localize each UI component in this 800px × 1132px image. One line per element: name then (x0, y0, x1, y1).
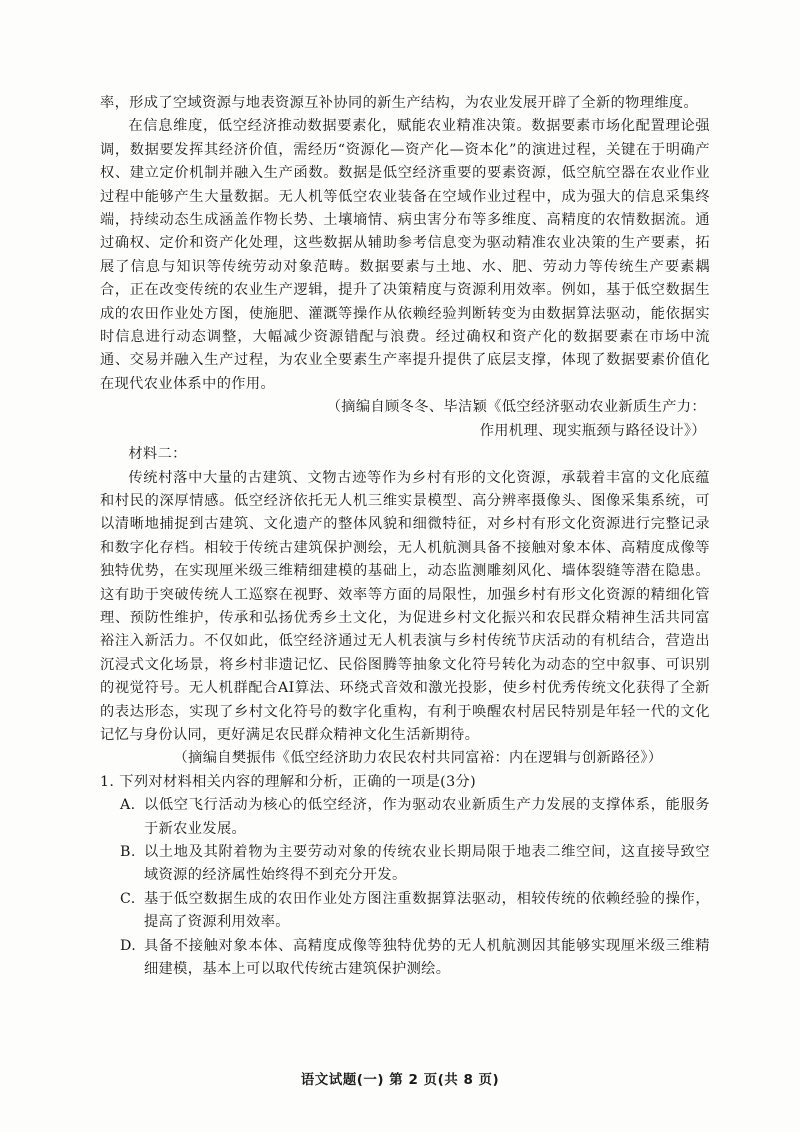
option-d (100, 935, 710, 982)
source-citation-2: （摘编自樊振伟《低空经济助力农民农村共同富裕：内在逻辑与创新路径》） (173, 750, 663, 767)
option-b (100, 841, 710, 888)
paragraph-information-dimension: 在信息维度，低空经济推动数据要素化，赋能农业精准决策。数据要素市场化配置理论强调，数据要发挥其经济价值，需经历“资源化—资产化—资本化”的演进过程，关键在于明确产权、建立定价机制并融入生产函数。数据是低空经济重要的要素资源，低空航空器在农业作业过程中能够产生大量数据。无人机等低空农业装备在空域作业过程中，成为强大的信息采集终端，持续动态生成涵盖作物长势、土壤墒情、病虫害分布等多维度、高精度的农情数据流。通过确权、定价和资产化处理，这些数据从辅助参考信息变为驱动精准农业决策的生产要素，拓展了信息与知识等传统劳动对象范畴。数据要素与土地、水、肥、劳动力等传统生产要素耦合，正在改变传统的农业生产逻辑，提升了决策精度与资源利用效率。例如，基于低空数据生成的农田作业处方图，使施肥、灌溉等操作从依赖经验判断转变为由数据算法驱动，能依据实时信息进行动态调整，大幅减少资源错配与浪费。经过确权和资产化的数据要素在市场中流通、交易并融入生产过程，为农业全要素生产率提升提供了底层支撑，体现了数据要素价值化在现代农业体系中的作用。 (100, 118, 710, 392)
page-content (100, 92, 710, 981)
question-1-stem: 1. 下列对材料相关内容的理解和分析，正确的一项是(3分) (100, 773, 477, 790)
source-citation-1-line-1: （摘编自顾冬冬、毕洁颖《低空经济驱动农业新质生产力： (326, 399, 706, 416)
option-c-text: 基于低空数据生成的农田作业处方图注重数据算法驱动，相较传统的依赖经验的操作，提高了资源利用效率。 (144, 890, 710, 931)
material-2-paragraph: 传统村落中大量的古建筑、文物古迹等作为乡村有形的文化资源，承载着丰富的文化底蕴和村民的深厚情感。低空经济依托无人机三维实景模型、高分辨率摄像头、图像采集系统，可以清晰地捕捉到古建筑、文化遗产的整体风貌和细微特征，对乡村有形文化资源进行完整记录和数字化存档。相较于传统古建筑保护测绘，无人机航测具备不接触对象本体、高精度成像等独特优势，在实现厘米级三维精细建模的基础上，动态监测雕刻风化、墙体裂缝等潜在隐患。这有助于突破传统人工巡察在视野、效率等方面的局限性，加强乡村有形文化资源的精细化管理、预防性维护，传承和弘扬优秀乡土文化，为促进乡村文化振兴和农民群众精神生活共同富裕注入新活力。不仅如此，低空经济通过无人机表演与乡村传统节庆活动的有机结合，营造出沉浸式文化场景，将乡村非遗记忆、民俗图腾等抽象文化符号转化为动态的空中叙事、可识别的视觉符号。无人机群配合AI算法、环绕式音效和激光投影，使乡村优秀传统文化获得了全新的表达形态，实现了乡村文化符号的数字化重构，有利于唤醒农村居民特别是年轻一代的文化记忆与身份认同，更好满足农民群众精神文化生活新期待。 (100, 469, 710, 743)
option-b-text: 以土地及其附着物为主要劳动对象的传统农业长期局限于地表二维空间，这直接导致空域资源的经济属性始终得不到充分开发。 (144, 844, 710, 884)
question-1-options (100, 794, 710, 981)
option-a (100, 794, 710, 841)
option-d-text: 具备不接触对象本体、高精度成像等独特优势的无人机航测因其能够实现厘米级三维精细建模，基本上可以取代传统古建筑保护测绘。 (144, 937, 710, 978)
material-2-label: 材料二： (128, 446, 187, 463)
option-a-text: 以低空飞行活动为核心的低空经济，作为驱动农业新质生产力发展的支撑体系，能服务于新农业发展。 (144, 797, 710, 837)
option-d-letter: D. (120, 937, 137, 954)
option-b-letter: B. (120, 844, 136, 860)
source-citation-1-line-2: 作用机理、现实瓶颈与路径设计》） (479, 422, 706, 439)
paragraph-continuation: 率，形成了空域资源与地表资源互补协同的新生产结构，为农业发展开辟了全新的物理维度。 (100, 95, 699, 111)
option-a-letter: A. (120, 797, 136, 814)
option-c-letter: C. (120, 890, 136, 907)
option-c (100, 888, 710, 935)
page-footer: 语文试题(一) 第 2 页(共 8 页) (300, 1072, 500, 1088)
